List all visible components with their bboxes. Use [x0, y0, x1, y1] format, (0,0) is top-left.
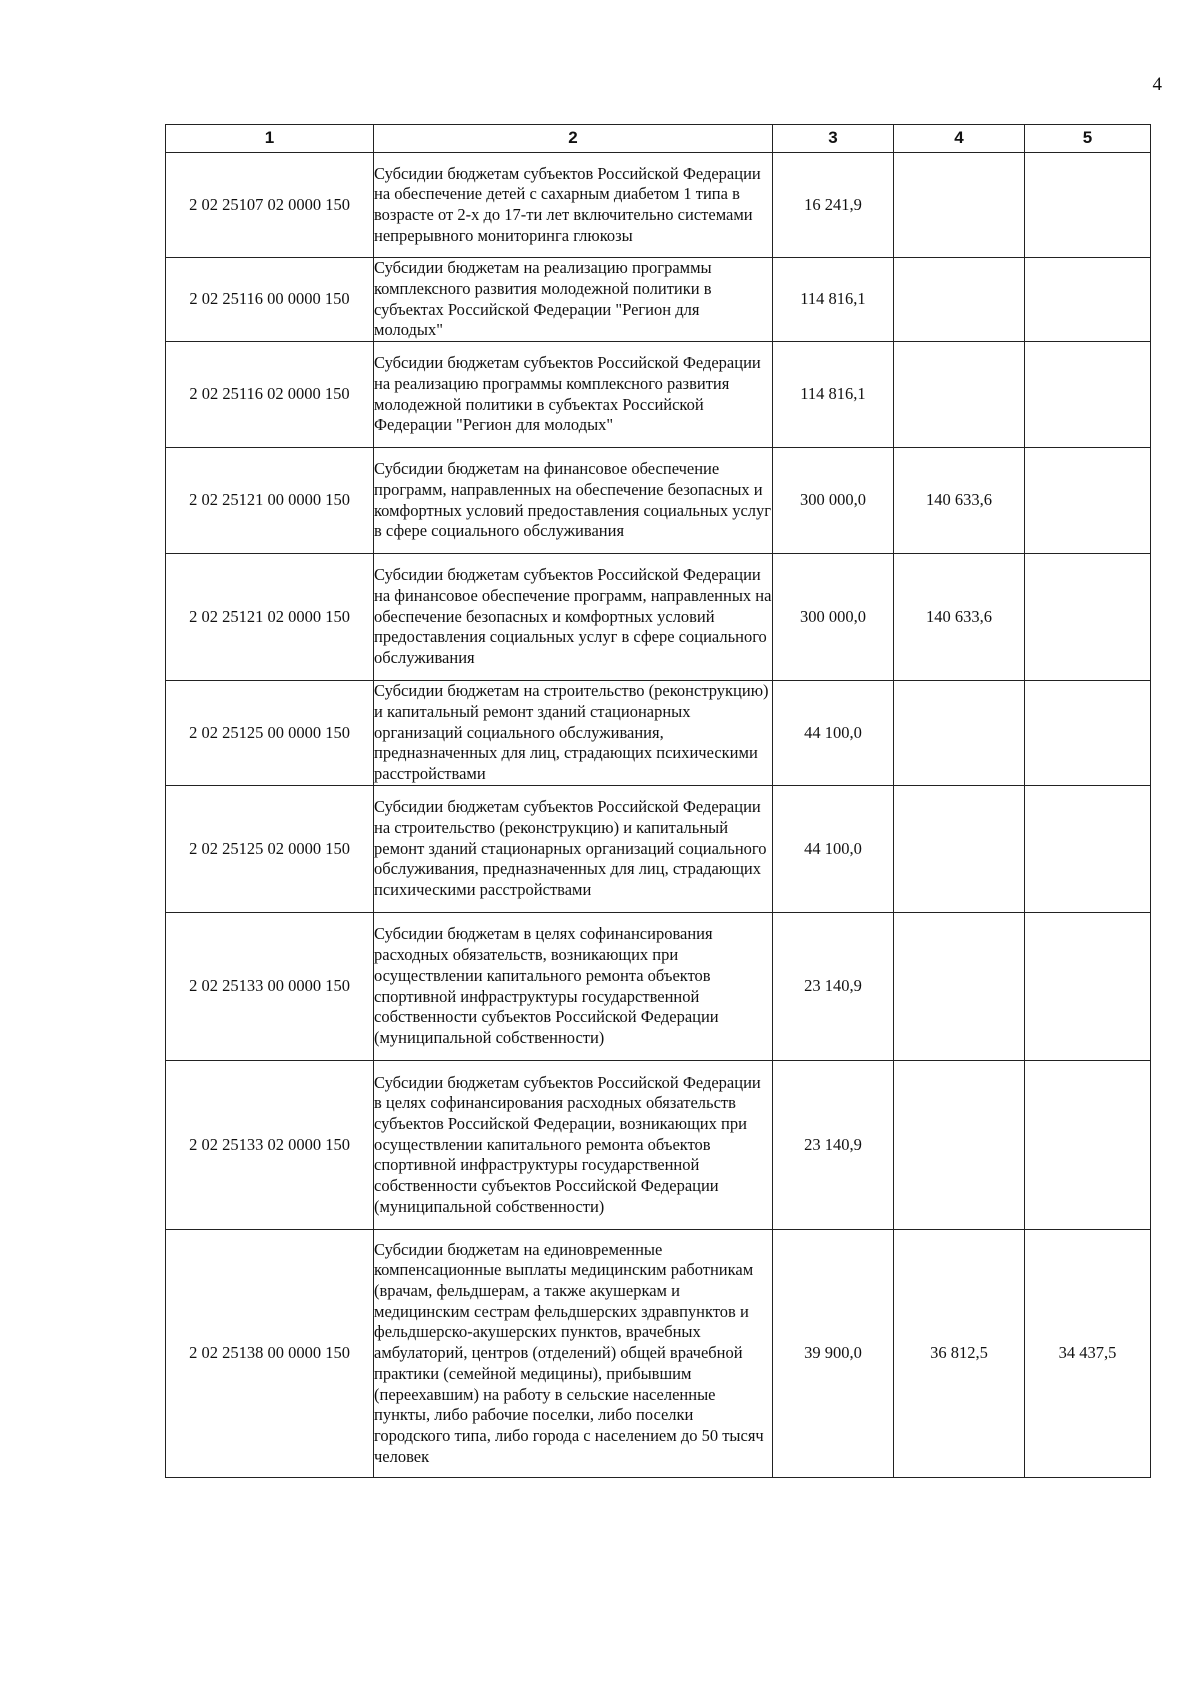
header-col-1: 1: [166, 125, 374, 153]
row-description: Субсидии бюджетам субъектов Российской Федерации на реализацию программы комплексного развития молодежной политики в субъектах Российской Федерации "Регион для молодых": [374, 342, 773, 448]
row-value-col3: 114 816,1: [773, 258, 894, 342]
row-code: 2 02 25116 02 0000 150: [166, 342, 374, 448]
row-description: Субсидии бюджетам на финансовое обеспечение программ, направленных на обеспечение безопасных и комфортных условий предоставления социальных услуг в сфере социального обслуживания: [374, 448, 773, 554]
row-description: Субсидии бюджетам на реализацию программы комплексного развития молодежной политики в субъектах Российской Федерации "Регион для молодых": [374, 258, 773, 342]
table-row: [166, 1061, 1151, 1230]
row-value-col4: [894, 913, 1025, 1061]
header-col-3: 3: [773, 125, 894, 153]
row-code: 2 02 25138 00 0000 150: [166, 1230, 374, 1478]
row-value-col5: [1025, 786, 1151, 913]
row-code: 2 02 25133 02 0000 150: [166, 1061, 374, 1230]
row-code: 2 02 25121 00 0000 150: [166, 448, 374, 554]
row-value-col5: [1025, 153, 1151, 258]
row-code: 2 02 25107 02 0000 150: [166, 153, 374, 258]
table-header-row: [166, 125, 1151, 153]
row-value-col5: [1025, 448, 1151, 554]
row-value-col4: [894, 1061, 1025, 1230]
row-value-col3: 300 000,0: [773, 554, 894, 681]
row-description: Субсидии бюджетам в целях софинансирования расходных обязательств, возникающих при осуществлении капитального ремонта объектов спортивной инфраструктуры государственной собственности субъектов Российской Федерации (муниципальной собственности): [374, 913, 773, 1061]
table-row: [166, 1230, 1151, 1478]
row-value-col3: 39 900,0: [773, 1230, 894, 1478]
row-code: 2 02 25121 02 0000 150: [166, 554, 374, 681]
row-description: Субсидии бюджетам на единовременные компенсационные выплаты медицинским работникам (врачам, фельдшерам, а также акушеркам и медицинским сестрам фельдшерских здравпунктов и фельдшерско-акушерских пунктов, врачебных амбулаторий, центров (отделений) общей врачебной практики (семейной медицины), прибывшим (переехавшим) на работу в сельские населенные пункты, либо рабочие поселки, либо поселки городского типа, либо города с населением до 50 тысяч человек: [374, 1230, 773, 1478]
table-row: [166, 258, 1151, 342]
row-value-col5: [1025, 681, 1151, 786]
header-col-5: 5: [1025, 125, 1151, 153]
table-row: [166, 448, 1151, 554]
row-value-col3: 44 100,0: [773, 786, 894, 913]
row-value-col4: [894, 258, 1025, 342]
row-description: Субсидии бюджетам субъектов Российской Федерации на финансовое обеспечение программ, направленных на обеспечение безопасных и комфортных условий предоставления социальных услуг в сфере социального обслуживания: [374, 554, 773, 681]
page-number: 4: [1152, 74, 1162, 95]
table-row: [166, 153, 1151, 258]
row-code: 2 02 25125 02 0000 150: [166, 786, 374, 913]
row-value-col4: [894, 786, 1025, 913]
table-row: [166, 786, 1151, 913]
row-code: 2 02 25133 00 0000 150: [166, 913, 374, 1061]
budget-table: [165, 124, 1151, 1478]
table-row: [166, 681, 1151, 786]
row-value-col3: 44 100,0: [773, 681, 894, 786]
row-value-col4: 140 633,6: [894, 448, 1025, 554]
row-value-col5: [1025, 258, 1151, 342]
row-value-col4: 36 812,5: [894, 1230, 1025, 1478]
row-description: Субсидии бюджетам субъектов Российской Федерации в целях софинансирования расходных обязательств субъектов Российской Федерации, возникающих при осуществлении капитального ремонта объектов спортивной инфраструктуры государственной собственности субъектов Российской Федерации (муниципальной собственности): [374, 1061, 773, 1230]
table-row: [166, 913, 1151, 1061]
header-col-4: 4: [894, 125, 1025, 153]
row-code: 2 02 25116 00 0000 150: [166, 258, 374, 342]
row-value-col4: 140 633,6: [894, 554, 1025, 681]
row-description: Субсидии бюджетам субъектов Российской Федерации на строительство (реконструкцию) и капитальный ремонт зданий стационарных организаций социального обслуживания, предназначенных для лиц, страдающих психическими расстройствами: [374, 786, 773, 913]
row-value-col3: 16 241,9: [773, 153, 894, 258]
row-value-col3: 23 140,9: [773, 1061, 894, 1230]
header-col-2: 2: [374, 125, 773, 153]
row-description: Субсидии бюджетам субъектов Российской Федерации на обеспечение детей с сахарным диабетом 1 типа в возрасте от 2-х до 17-ти лет включительно системами непрерывного мониторинга глюкозы: [374, 153, 773, 258]
row-value-col4: [894, 342, 1025, 448]
row-value-col5: [1025, 1061, 1151, 1230]
row-value-col3: 114 816,1: [773, 342, 894, 448]
row-value-col5: [1025, 554, 1151, 681]
row-value-col3: 23 140,9: [773, 913, 894, 1061]
row-value-col4: [894, 681, 1025, 786]
table-row: [166, 342, 1151, 448]
row-value-col4: [894, 153, 1025, 258]
table-row: [166, 554, 1151, 681]
row-value-col5: 34 437,5: [1025, 1230, 1151, 1478]
row-value-col5: [1025, 913, 1151, 1061]
row-description: Субсидии бюджетам на строительство (реконструкцию) и капитальный ремонт зданий стационарных организаций социального обслуживания, предназначенных для лиц, страдающих психическими расстройствами: [374, 681, 773, 786]
row-code: 2 02 25125 00 0000 150: [166, 681, 374, 786]
row-value-col3: 300 000,0: [773, 448, 894, 554]
row-value-col5: [1025, 342, 1151, 448]
